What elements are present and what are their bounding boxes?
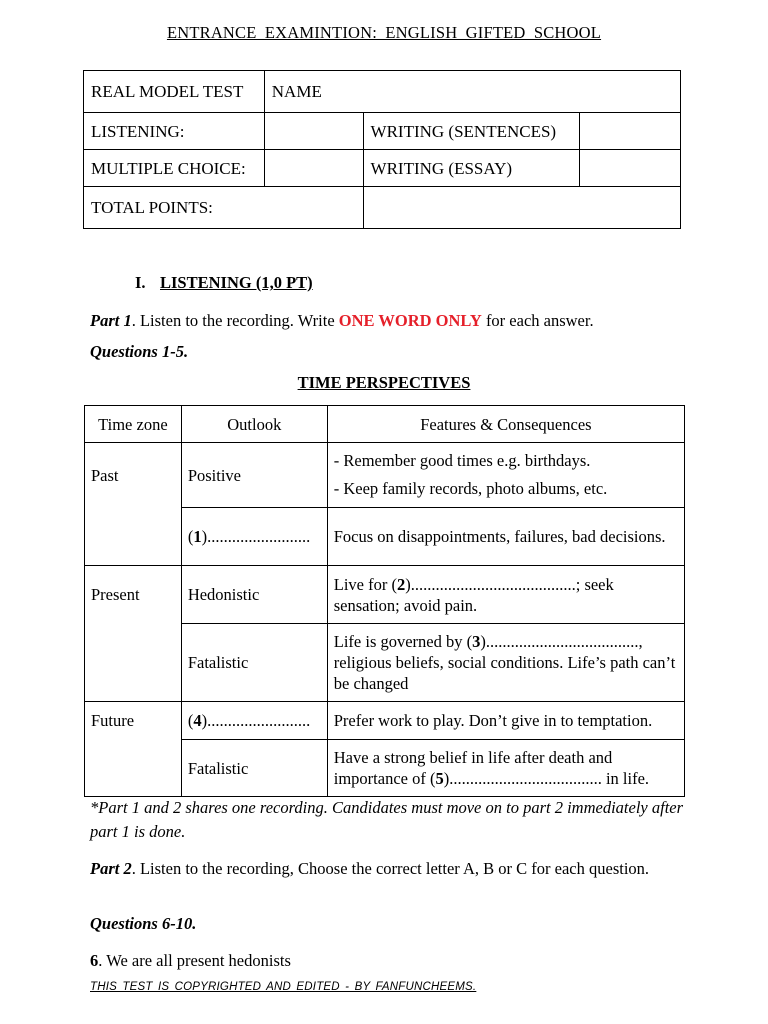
time-zone-future: Future [85,702,182,797]
part1-instruction [90,309,690,333]
blank-1-dots: ......................... [207,527,311,546]
part1-label: Part 1 [90,311,132,330]
feature-future-pre: Have a strong belief in life after death and importance of ( [333,748,613,788]
outlook-blank-4: (4)......................... [181,702,327,740]
part2-label: Part 2 [90,859,132,878]
blank-4-number: 4 [193,711,202,730]
header-features: Features & Consequences [327,406,684,443]
blank-4-dots: ......................... [207,711,311,730]
listening-label: LISTENING: [84,113,265,150]
document-title: ENTRANCE EXAMINTION: ENGLISH GIFTED SCHOOL [166,23,602,42]
features-blank-4: Prefer work to play. Don’t give in to temptation. [327,702,684,740]
features-positive [327,443,684,508]
features-fatalistic-present [327,624,684,702]
blank-3-number: 3 [472,632,481,651]
section-number: I. [135,273,146,292]
blank-1-number: 1 [193,527,202,546]
multiple-choice-score-cell [264,150,363,187]
part2-text: . Listen to the recording, Choose the correct letter A, B or C for each question. [131,859,650,878]
outlook-hedonistic: Hedonistic [181,566,327,624]
multiple-choice-label: MULTIPLE CHOICE: [84,150,265,187]
feature-positive-line-2: - Keep family records, photo albums, etc. [333,479,608,498]
part2-questions-label: Questions 6-10. [90,914,197,933]
section-heading-listening [135,273,313,293]
feature-fatalistic-post: )....................................., religious beliefs, social conditions. Life’s path can’t be changed [333,632,676,693]
question-6-number: 6 [90,951,99,970]
feature-fatalistic-pre: Life is governed by ( [333,632,473,651]
copyright-footer: THIS TEST IS COPYRIGHTED AND EDITED - BY FANFUNCHEEMS. [90,981,477,993]
part1-text-after: for each answer. [481,311,594,330]
part1-text-before: . Listen to the recording. Write [131,311,339,330]
outlook-positive: Positive [181,443,327,508]
recording-note: *Part 1 and 2 shares one recording. Candidates must move on to part 2 immediately after part 1 is done. [90,798,684,841]
section-title: LISTENING (1,0 PT) [160,273,313,292]
blank-5-number: 5 [435,769,444,788]
features-fatalistic-future [327,740,684,797]
blank-2-number: 2 [396,574,406,594]
listening-score-cell [264,113,363,150]
writing-sentences-score-cell [580,113,681,150]
name-field: NAME [264,71,680,113]
header-time-zone: Time zone [85,406,182,443]
one-word-only-emphasis: ONE WORD ONLY [338,311,482,330]
question-6-text: . We are all present hedonists [98,951,291,970]
features-hedonistic [327,566,684,624]
header-outlook: Outlook [181,406,327,443]
total-points-cell [363,187,680,229]
writing-sentences-label: WRITING (SENTENCES) [363,113,580,150]
features-blank-1: Focus on disappointments, failures, bad decisions. [327,508,684,566]
feature-future-post: )..................................... in life. [443,769,650,788]
feature-hedonistic-pre: Live for ( [333,574,397,594]
time-zone-past: Past [85,443,182,566]
part1-questions-label: Questions 1-5. [90,342,189,361]
total-points-label: TOTAL POINTS: [84,187,364,229]
outlook-fatalistic-future: Fatalistic [181,740,327,797]
real-model-test-label: REAL MODEL TEST [84,71,265,113]
outlook-fatalistic-present: Fatalistic [181,624,327,702]
writing-essay-score-cell [580,150,681,187]
question-6 [90,949,690,973]
part2-instruction [90,857,690,881]
feature-hedonistic-post: )........................................; seek sensation; avoid pain. [333,574,614,615]
outlook-blank-1: (1)......................... [181,508,327,566]
time-perspectives-title: TIME PERSPECTIVES [297,373,471,392]
score-table [83,70,681,229]
time-zone-present: Present [85,566,182,702]
writing-essay-label: WRITING (ESSAY) [363,150,580,187]
time-perspectives-table [84,405,685,797]
feature-positive-line-1: - Remember good times e.g. birthdays. [333,451,591,470]
